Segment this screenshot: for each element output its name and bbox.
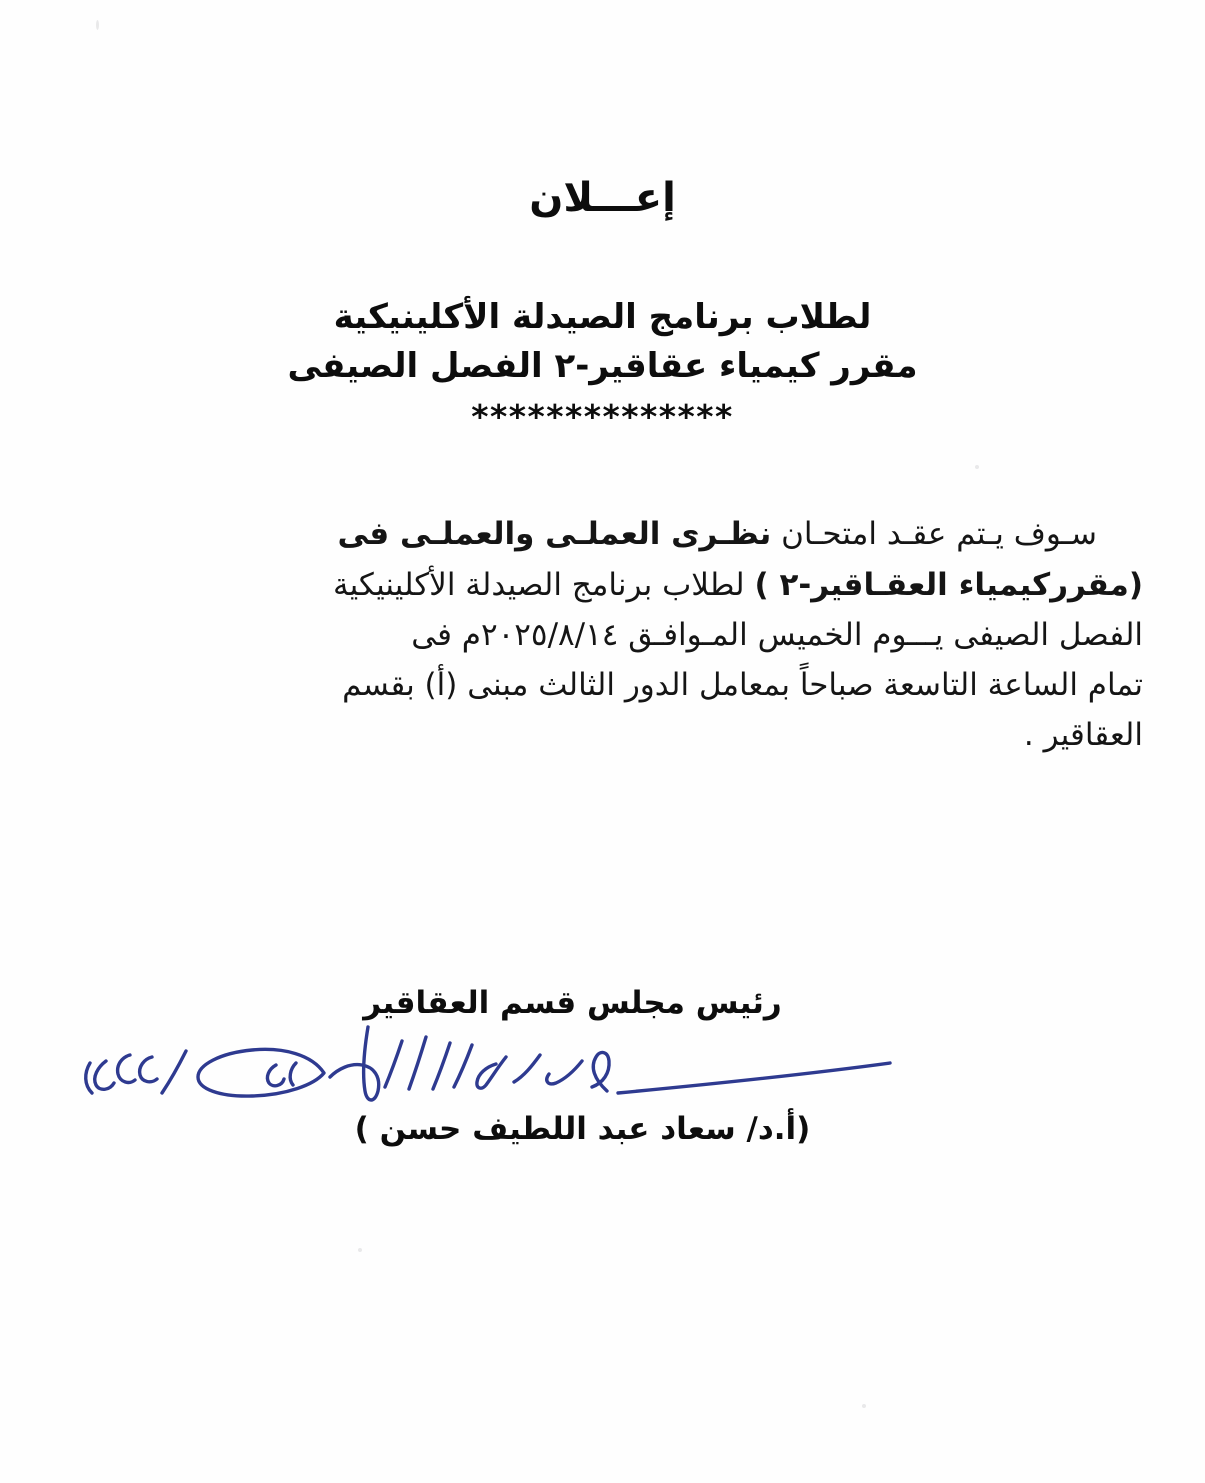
body-text: العقاقير . [1023, 717, 1143, 754]
heading-block [62, 293, 1143, 439]
body-text: سـوف يـتم عقـد امتحـان [771, 516, 1097, 553]
body-line [62, 710, 1143, 760]
body-line [62, 509, 1143, 559]
page-title: إعـــلان [529, 175, 676, 221]
announcement-body [62, 509, 1143, 760]
signature-block [62, 985, 1143, 1147]
scan-speckle [358, 1248, 362, 1252]
body-text: الفصل الصيفى يـــوم الخميس المـوافـق ٢٠٢٥/٨/١٤م فى [411, 616, 1143, 653]
scan-speckle [862, 1404, 866, 1408]
body-text: لطلاب برنامج الصيدلة الأكلينيكية [332, 566, 755, 603]
handwritten-signature [62, 1017, 1143, 1109]
body-text-emphasis: (مقرركيمياء العقـاقير-٢ ) [754, 566, 1143, 603]
body-line [62, 610, 1143, 660]
signatory-role: رئيس مجلس قسم العقاقير [363, 985, 782, 1021]
heading-line-course: مقرر كيمياء عقاقير-٢ الفصل الصيفى [287, 345, 918, 386]
signatory-name: (أ.د/ سعاد عبد اللطيف حسن ) [354, 1111, 811, 1147]
signature-ink-icon [62, 1017, 1143, 1109]
body-text-emphasis: نظـرى العملـى والعملـى فى [337, 516, 772, 553]
body-line [62, 660, 1143, 710]
decorative-separator: ************** [471, 396, 734, 436]
body-line [62, 560, 1143, 610]
body-text: تمام الساعة التاسعة صباحاً بمعامل الدور الثالث مبنى (أ) بقسم [342, 667, 1143, 704]
heading-line-audience: لطلاب برنامج الصيدلة الأكلينيكية [333, 297, 872, 337]
